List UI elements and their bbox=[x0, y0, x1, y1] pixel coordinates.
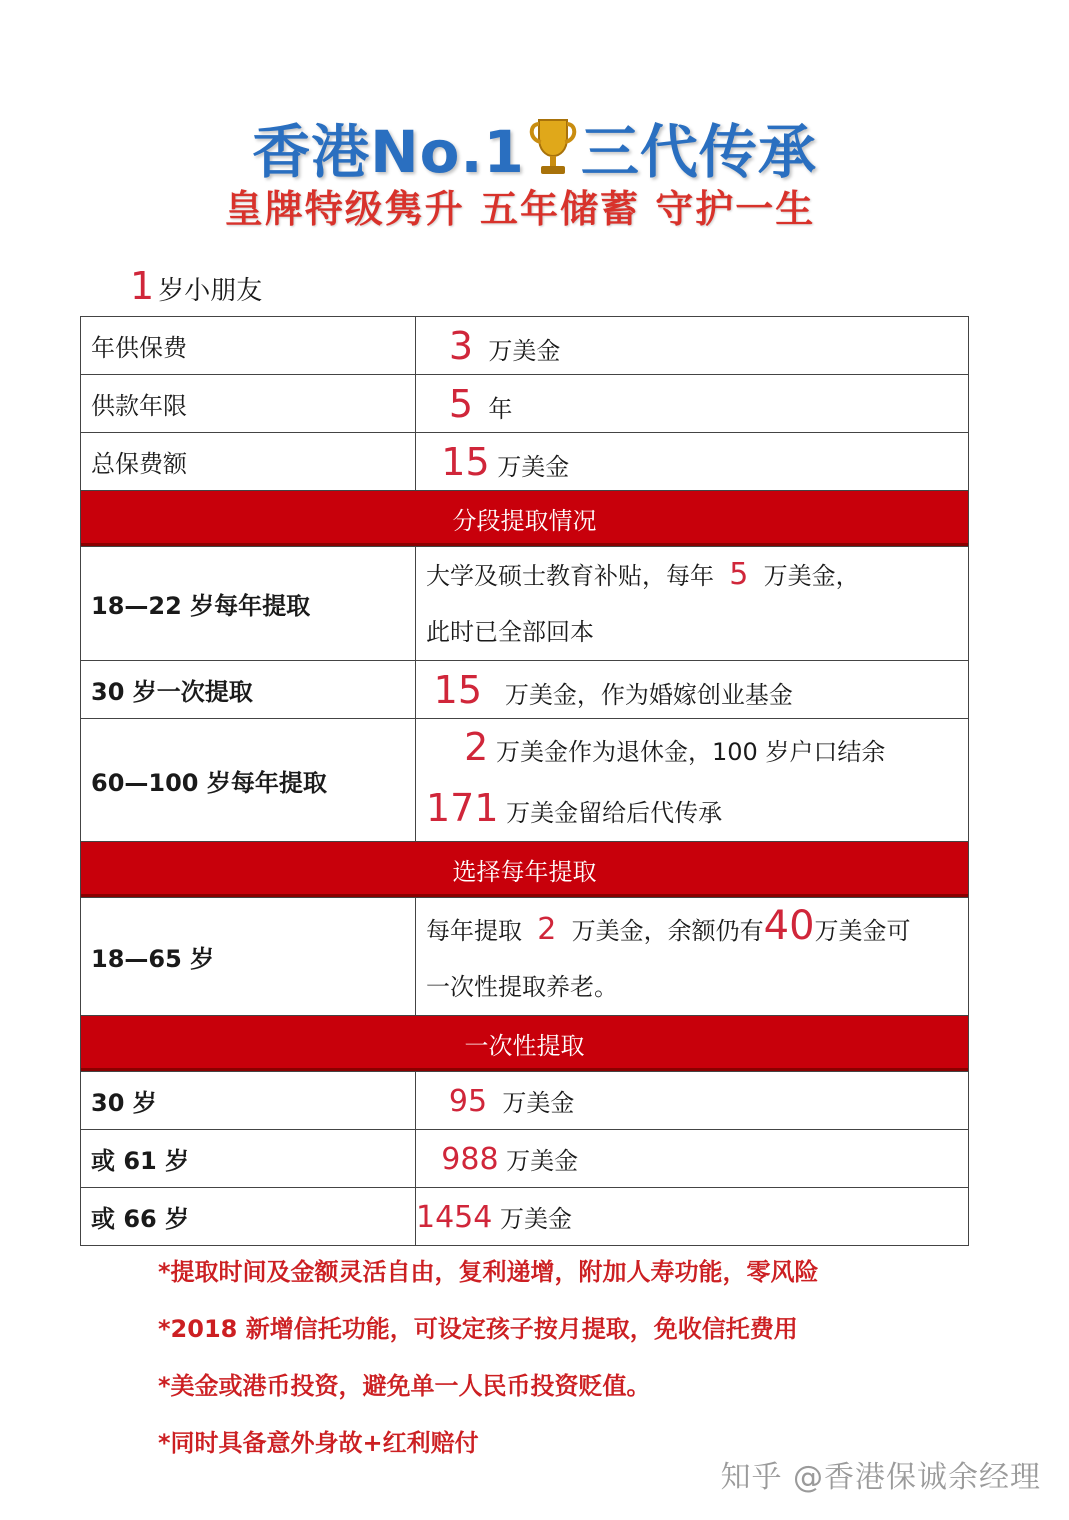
value-text: 万美金作为退休金，100 岁户口结余 bbox=[495, 738, 886, 766]
table-row bbox=[81, 719, 969, 842]
value-text: 万美金，作为婚嫁创业基金 bbox=[504, 680, 793, 709]
table-row bbox=[81, 1072, 969, 1130]
table-row bbox=[81, 375, 969, 433]
main-title bbox=[0, 105, 1069, 189]
row-label: 30 岁 bbox=[81, 1072, 416, 1130]
note-item: *同时具备意外身故+红利赔付 bbox=[158, 1429, 479, 1457]
value-number: 2 bbox=[464, 725, 489, 769]
age-number: 1 bbox=[130, 264, 155, 308]
row-label: 总保费额 bbox=[81, 433, 416, 491]
row-label: 供款年限 bbox=[81, 375, 416, 433]
section-title: 一次性提取 bbox=[81, 1016, 969, 1072]
value-number: 1454 bbox=[416, 1199, 493, 1235]
value-line: 一次性提取养老。 bbox=[426, 973, 618, 1001]
value-number: 95 bbox=[448, 1083, 488, 1119]
row-value bbox=[416, 375, 969, 433]
value-number: 988 bbox=[441, 1141, 499, 1177]
watermark: 知乎 @香港保诚余经理 bbox=[720, 1460, 1041, 1495]
table-row bbox=[81, 661, 969, 719]
value-number: 3 bbox=[448, 323, 474, 368]
value-number: 15 bbox=[441, 439, 490, 484]
row-value bbox=[416, 719, 969, 842]
value-unit: 万美金 bbox=[497, 452, 570, 481]
note-item: *2018 新增信托功能，可设定孩子按月提取，免收信托费用 bbox=[158, 1315, 798, 1343]
row-label: 年供保费 bbox=[81, 317, 416, 375]
row-label: 18—22 岁每年提取 bbox=[81, 547, 416, 661]
notes-list bbox=[158, 1252, 819, 1480]
table-row bbox=[81, 898, 969, 1016]
value-unit: 万美金 bbox=[500, 1204, 572, 1233]
value-unit: 年 bbox=[488, 394, 513, 423]
value-number: 15 bbox=[433, 667, 482, 712]
value-number: 40 bbox=[763, 903, 815, 949]
row-label: 18—65 岁 bbox=[81, 898, 416, 1016]
subtitle: 皇牌特级隽升 五年储蓄 守护一生 bbox=[224, 187, 816, 231]
value-line bbox=[426, 719, 958, 780]
table-row bbox=[81, 1188, 969, 1246]
row-label: 或 61 岁 bbox=[81, 1130, 416, 1188]
value-line bbox=[426, 547, 958, 604]
section-header bbox=[81, 1016, 969, 1072]
row-value bbox=[416, 317, 969, 375]
table-row bbox=[81, 547, 969, 661]
table-row bbox=[81, 317, 969, 375]
row-value bbox=[416, 1188, 969, 1246]
row-value bbox=[416, 1072, 969, 1130]
row-value bbox=[416, 661, 969, 719]
value-line bbox=[426, 780, 958, 841]
row-value bbox=[416, 1130, 969, 1188]
value-text: 万美金可 bbox=[814, 917, 911, 945]
value-line: 此时已全部回本 bbox=[426, 618, 594, 646]
value-text: 万美金，余额仍有 bbox=[571, 917, 764, 945]
value-line bbox=[426, 898, 958, 959]
note-item: *提取时间及金额灵活自由，复利递增，附加人寿功能，零风险 bbox=[158, 1258, 819, 1286]
value-number: 171 bbox=[426, 786, 499, 830]
value-text: 万美金， bbox=[763, 562, 860, 590]
section-title: 选择每年提取 bbox=[81, 842, 969, 898]
value-text: 万美金留给后代传承 bbox=[506, 799, 723, 827]
value-unit: 万美金 bbox=[506, 1146, 579, 1175]
row-value bbox=[416, 547, 969, 661]
row-label: 60—100 岁每年提取 bbox=[81, 719, 416, 842]
section-title: 分段提取情况 bbox=[81, 491, 969, 547]
table-row bbox=[81, 433, 969, 491]
age-label bbox=[130, 264, 262, 308]
value-number: 5 bbox=[729, 557, 749, 592]
row-label: 或 66 岁 bbox=[81, 1188, 416, 1246]
table-row bbox=[81, 1130, 969, 1188]
row-value bbox=[416, 433, 969, 491]
note-item: *美金或港币投资，避免单一人民币投资贬值。 bbox=[158, 1372, 651, 1400]
section-header bbox=[81, 491, 969, 547]
row-label: 30 岁一次提取 bbox=[81, 661, 416, 719]
title-part2: 三代传承 bbox=[580, 118, 817, 186]
title-part1: 香港No.1 bbox=[252, 118, 525, 186]
row-value bbox=[416, 898, 969, 1016]
trophy-icon bbox=[525, 116, 581, 178]
value-number: 5 bbox=[448, 381, 474, 426]
section-header bbox=[81, 842, 969, 898]
value-text: 大学及硕士教育补贴，每年 bbox=[426, 562, 714, 590]
plan-table bbox=[80, 316, 969, 1246]
value-unit: 万美金 bbox=[488, 336, 561, 365]
age-text: 岁小朋友 bbox=[158, 276, 263, 306]
value-unit: 万美金 bbox=[502, 1088, 575, 1117]
value-text: 每年提取 bbox=[426, 917, 522, 945]
value-number: 2 bbox=[537, 912, 557, 947]
